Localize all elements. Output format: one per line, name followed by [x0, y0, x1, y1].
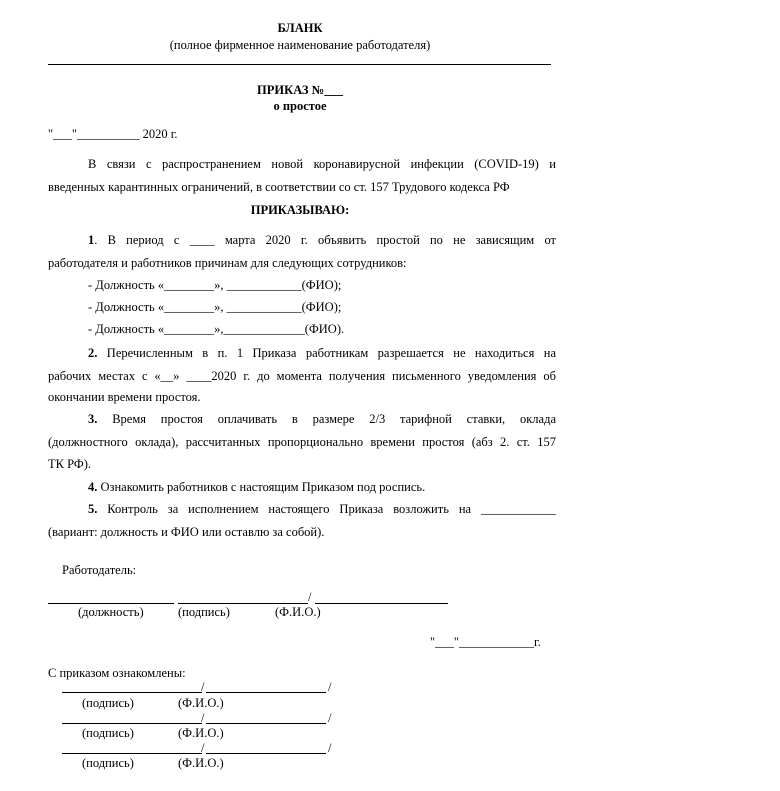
employer-name-line [48, 64, 551, 65]
employer-name-note: (полное фирменное наименование работодателя) [169, 38, 431, 52]
ack-sign-caption: (подпись) [82, 726, 134, 740]
item-1-text: . В период с ____ марта 2020 г. объявить простой по не зависящим от [94, 233, 556, 247]
ack-name-line [206, 753, 326, 754]
signature-date: "___"____________г. [430, 635, 541, 649]
ack-name-caption: (Ф.И.О.) [178, 756, 224, 770]
item-4-number: 4. [88, 480, 98, 494]
order-title: ПРИКАЗ №___ [257, 83, 343, 97]
decree-word: ПРИКАЗЫВАЮ: [250, 203, 350, 217]
signature-caption: (подпись) [178, 605, 230, 619]
item-1-line-2: работодателя и работников причинам для следующих сотрудников: [48, 256, 407, 270]
employee-line-3: - Должность «________»,_____________(ФИО). [88, 322, 345, 336]
ack-sign-caption: (подпись) [82, 696, 134, 710]
employer-label: Работодатель: [62, 563, 137, 577]
signature-line [178, 603, 308, 604]
item-5-line-1: 5. Контроль за исполнением настоящего Приказа возложить на ____________ [88, 502, 556, 516]
item-1-line-1 [88, 234, 556, 247]
item-5-line-2: (вариант: должность и ФИО или оставлю за собой). [48, 525, 325, 539]
employee-line-2: - Должность «________», ____________(ФИО); [88, 300, 342, 314]
ack-sign-line [62, 723, 202, 724]
item-3-line-1: 3. Время простоя оплачивать в размере 2/3 тарифной ставки, оклада [88, 412, 556, 426]
ack-separator: / [328, 711, 332, 725]
acknowledged-title: С приказом ознакомлены: [48, 666, 186, 680]
ack-name-line [206, 723, 326, 724]
blank-title: БЛАНК [277, 21, 323, 35]
preamble-line-2: введенных карантинных ограничений, в соответствии со ст. 157 Трудового кодекса РФ [48, 180, 510, 194]
position-line [48, 603, 174, 604]
ack-separator: / [201, 680, 205, 694]
name-caption: (Ф.И.О.) [275, 605, 321, 619]
item-2-number: 2. [88, 346, 98, 360]
position-caption: (должность) [78, 605, 144, 619]
order-subtitle: о простое [273, 99, 327, 113]
item-2-line-2: рабочих местах с «__» ____2020 г. до момента получения письменного уведомления об [48, 369, 556, 383]
order-date: "___"__________ 2020 г. [48, 127, 178, 141]
item-3-number: 3. [88, 412, 98, 426]
ack-name-caption: (Ф.И.О.) [178, 726, 224, 740]
ack-separator: / [328, 741, 332, 755]
ack-separator: / [201, 711, 205, 725]
item-3-line-3: ТК РФ). [48, 457, 91, 471]
item-4-line-1: 4. Ознакомить работников с настоящим Приказом под роспись. [88, 480, 426, 494]
name-line [315, 603, 448, 604]
ack-name-caption: (Ф.И.О.) [178, 696, 224, 710]
item-2-line-3: окончании времени простоя. [48, 390, 201, 404]
ack-name-line [206, 692, 326, 693]
item-3-line-2: (должностного оклада), рассчитанных пропорционально времени простоя (абз 2. ст. 157 [48, 435, 556, 449]
ack-separator: / [328, 680, 332, 694]
ack-sign-line [62, 753, 202, 754]
item-2-line-1: 2. Перечисленным в п. 1 Приказа работникам разрешается не находиться на [88, 346, 556, 360]
ack-sign-line [62, 692, 202, 693]
ack-sign-caption: (подпись) [82, 756, 134, 770]
employee-line-1: - Должность «________», ____________(ФИО); [88, 278, 342, 292]
signature-separator: / [308, 590, 312, 604]
preamble-line-1: В связи с распространением новой коронавирусной инфекции (COVID-19) и [88, 157, 556, 171]
item-1-number: 1 [88, 233, 95, 247]
ack-separator: / [201, 741, 205, 755]
item-5-number: 5. [88, 502, 98, 516]
